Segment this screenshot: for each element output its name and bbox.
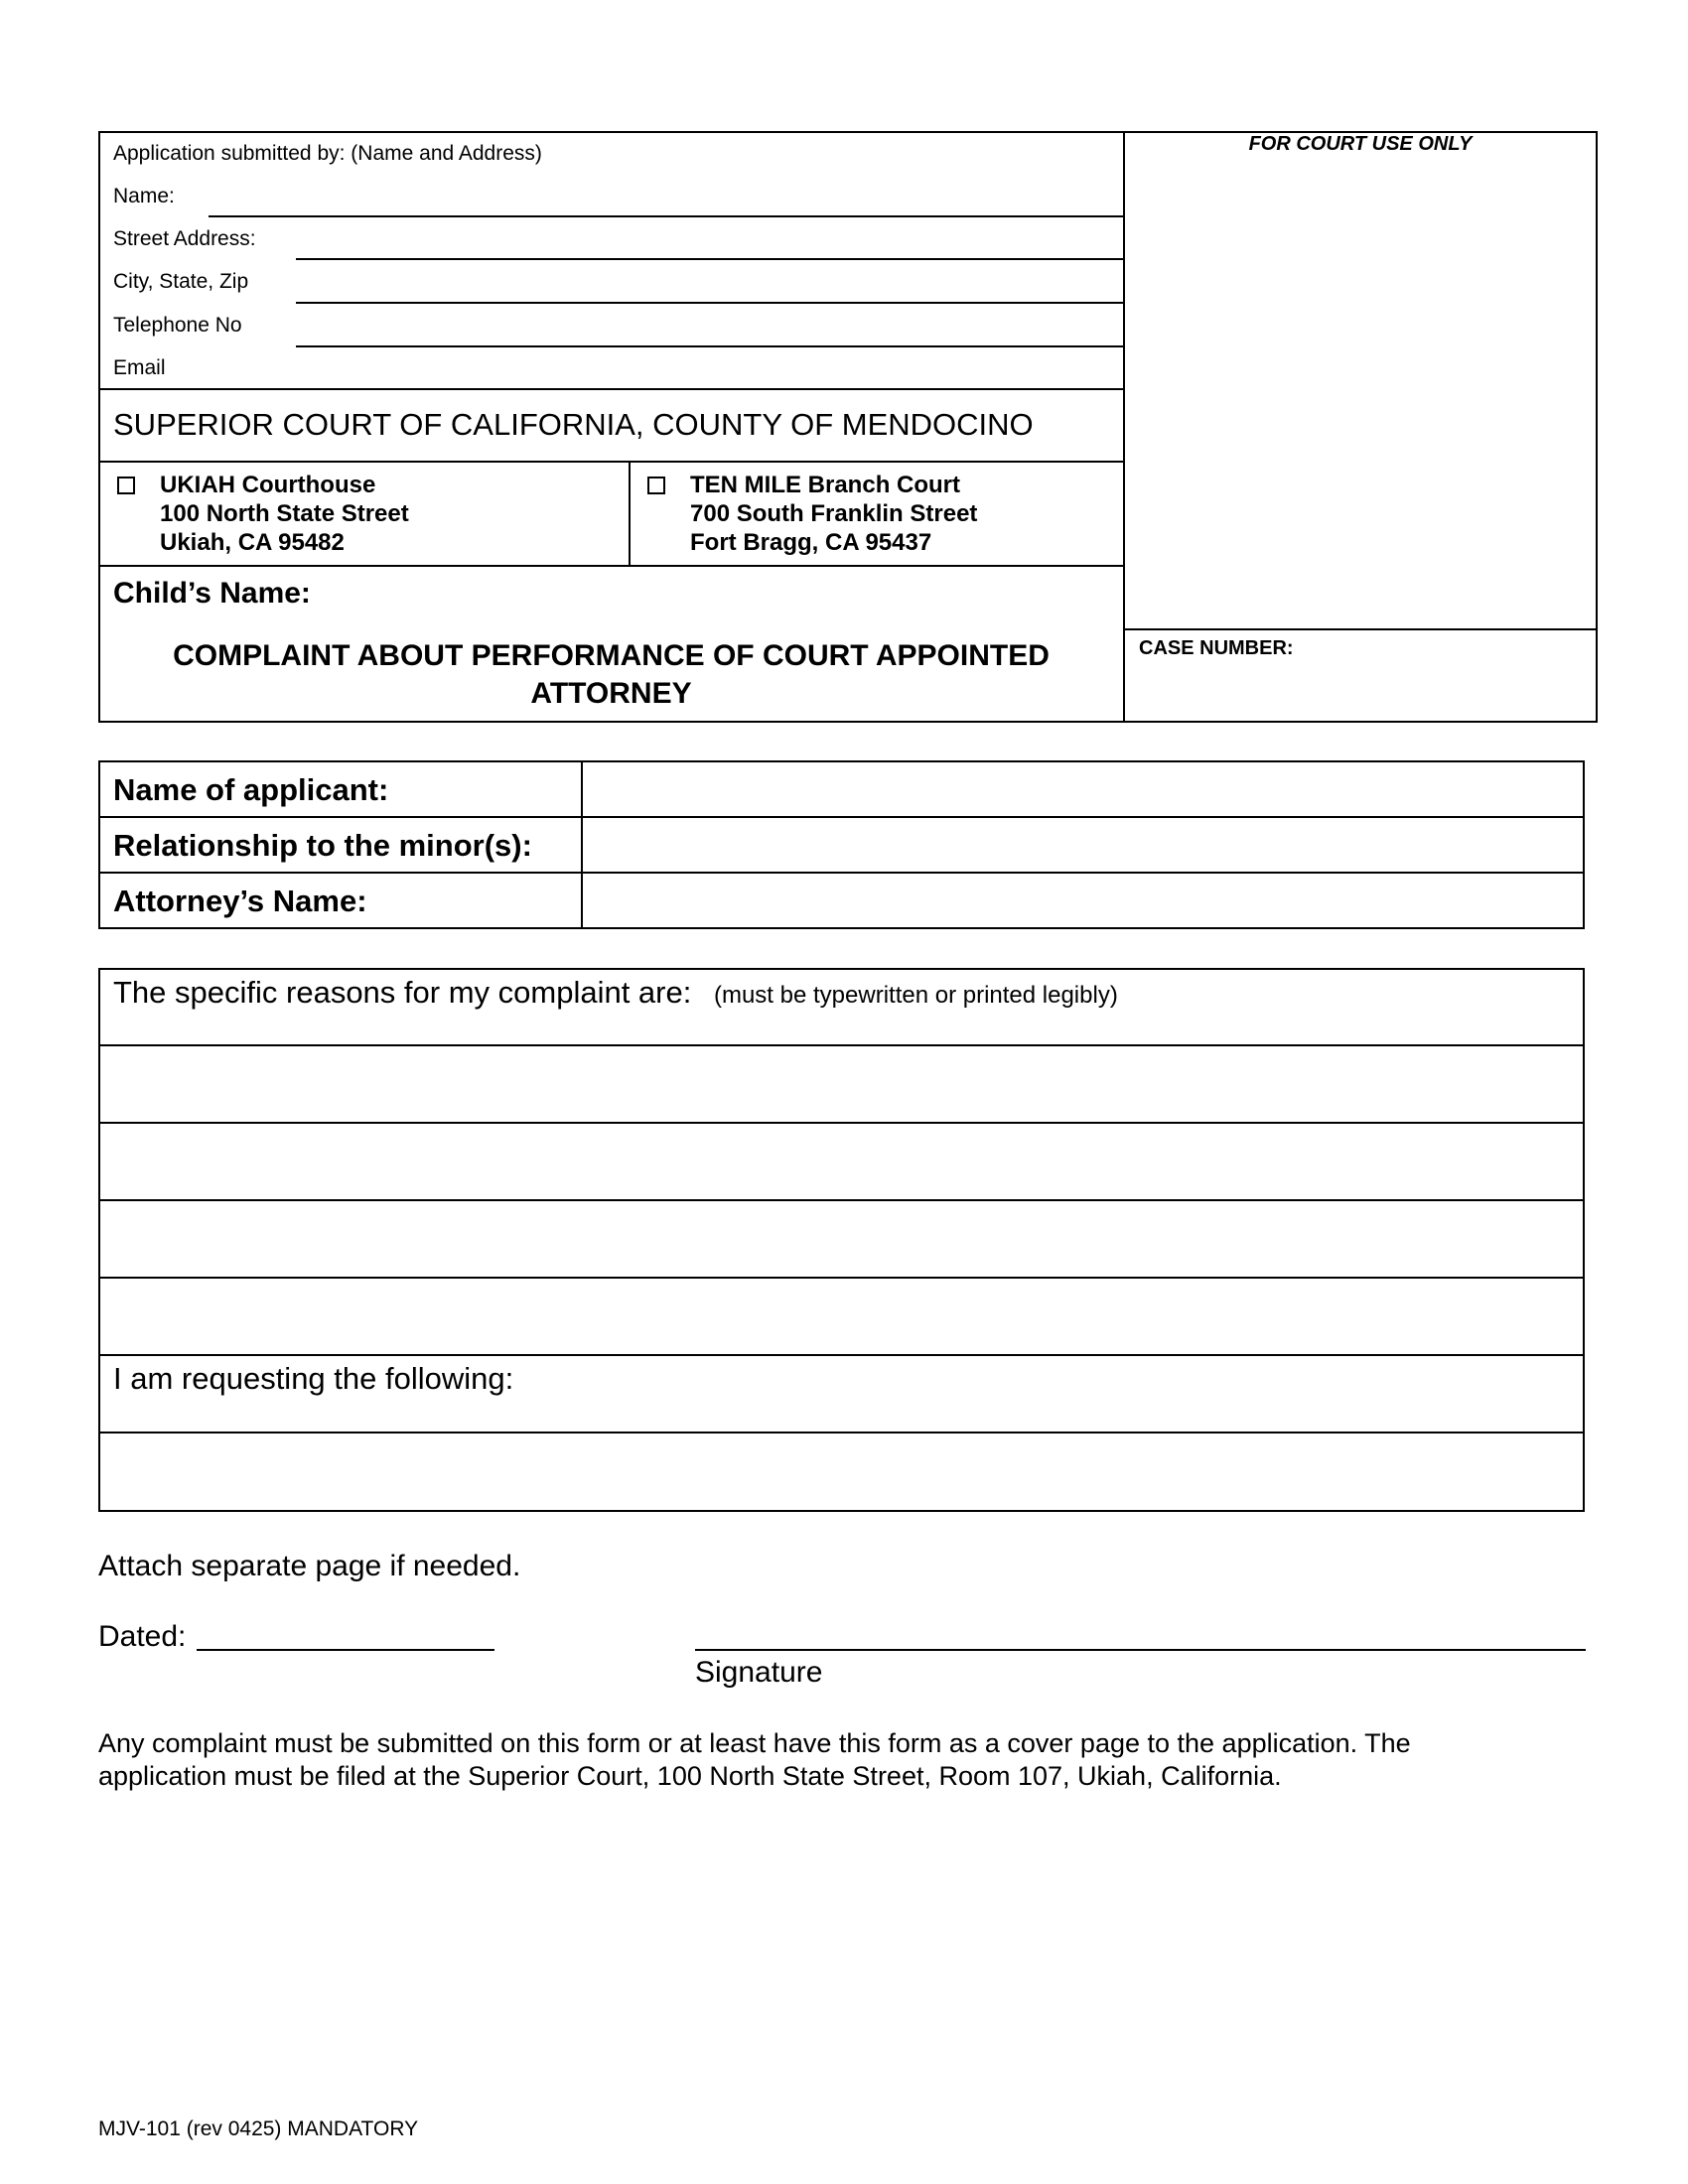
relationship-label: Relationship to the minor(s): [113,828,532,863]
form-title-line-1: COMPLAINT ABOUT PERFORMANCE OF COURT APPOINTED [173,639,1050,672]
court-use-label: FOR COURT USE ONLY [1248,133,1473,155]
ten-mile-court-name: TEN MILE Branch Court [690,472,961,498]
reasons-label [113,975,1118,1011]
requesting-label: I am requesting the following: [113,1361,514,1396]
reasons-line-2[interactable] [98,1122,1585,1124]
ten-mile-court-address [690,471,977,557]
attorney-name-label: Attorney’s Name: [113,884,367,918]
court-title-bottom-rule [98,461,1124,463]
name-input-line[interactable] [209,215,1124,217]
applicant-name-label: Name of applicant: [113,772,389,807]
court-use-divider [1123,131,1125,723]
ten-mile-court-street: 700 South Franklin Street [690,500,978,527]
signature-label: Signature [695,1656,823,1689]
case-number-label: CASE NUMBER: [1139,637,1294,659]
case-number-top-rule [1123,628,1598,630]
ukiah-courthouse-street: 100 North State Street [160,500,409,527]
child-name-label: Child’s Name: [113,577,311,610]
form-id: MJV-101 (rev 0425) MANDATORY [98,2117,419,2140]
reasons-line-5[interactable] [98,1354,1585,1356]
name-label: Name: [113,185,175,207]
reasons-note: (must be typewritten or printed legibly) [713,982,1118,1009]
ukiah-courthouse-city: Ukiah, CA 95482 [160,529,345,556]
instructions-line-1: Any complaint must be submitted on this form or at least have this form as a cover page to the application. The [98,1728,1411,1758]
ukiah-checkbox[interactable] [117,477,135,494]
signature-line[interactable] [695,1649,1586,1651]
applicant-table-row-rule-1 [98,816,1585,818]
ukiah-courthouse-address [160,471,409,557]
reasons-line-4[interactable] [98,1277,1585,1279]
applicant-heading: Application submitted by: (Name and Address) [113,142,542,165]
instructions-line-2: application must be filed at the Superior Court, 100 North State Street, Room 107, Ukiah, California. [98,1761,1282,1791]
court-title: SUPERIOR COURT OF CALIFORNIA, COUNTY OF MENDOCINO [113,407,1034,442]
courthouse-divider [629,461,631,566]
email-label: Email [113,356,166,379]
reasons-label-text: The specific reasons for my complaint are: [113,975,692,1010]
street-address-label: Street Address: [113,227,256,250]
street-address-input-line[interactable] [296,258,1124,260]
applicant-table-column-divider [581,760,583,929]
courthouse-bottom-rule [98,565,1124,567]
reasons-line-3[interactable] [98,1199,1585,1201]
applicant-bottom-rule [98,388,1124,390]
city-state-zip-input-line[interactable] [296,302,1124,304]
reasons-line-1[interactable] [98,1044,1585,1046]
requesting-line-1[interactable] [98,1432,1585,1433]
city-state-zip-label: City, State, Zip [113,270,249,293]
ten-mile-checkbox[interactable] [647,477,665,494]
reasons-box [98,968,1585,1512]
telephone-input-line[interactable] [296,345,1124,347]
applicant-table-row-rule-2 [98,872,1585,874]
instructions [98,1727,1411,1793]
form-title-line-2: ATTORNEY [530,677,692,710]
dated-input-line[interactable] [197,1649,494,1651]
dated-label: Dated: [98,1620,187,1653]
ukiah-courthouse-name: UKIAH Courthouse [160,472,376,498]
telephone-label: Telephone No [113,314,242,337]
form-title [98,637,1124,713]
ten-mile-court-city: Fort Bragg, CA 95437 [690,529,932,556]
attach-note: Attach separate page if needed. [98,1550,521,1582]
